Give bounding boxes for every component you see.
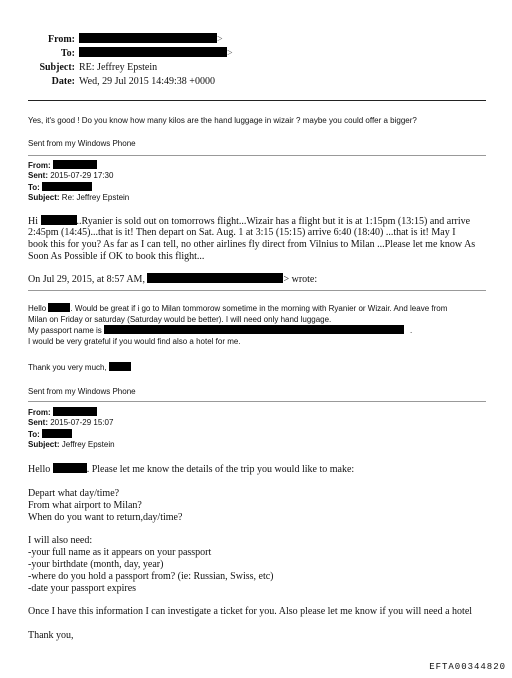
msg4-sent-value: 2015-07-29 15:07: [50, 418, 114, 427]
msg3-line1-text: . Would be great if i go to Milan tommorow sometime in the morning with Ryanier or Wizair. And leave from: [70, 304, 448, 313]
msg4-to: [28, 429, 72, 439]
msg2-line2: 2:45pm (14:45)...that is it! Then depart on Sat. Aug. 1 at 3:15 (15:15) arrive 6:40 (18:40) ...that is it! May I: [28, 227, 456, 238]
msg3-greeting: Hello: [28, 304, 47, 313]
redaction-block: [48, 303, 70, 312]
to-label: To:: [60, 48, 75, 59]
msg2-subject: [28, 193, 129, 202]
msg2-to: [28, 182, 92, 192]
msg3-thanks-text: Thank you very much,: [28, 363, 107, 372]
redaction-block: [42, 182, 92, 191]
msg2-line1: [28, 215, 470, 228]
msg2-from: [28, 160, 97, 170]
msg4-from-label: From:: [28, 408, 51, 417]
msg2-sent-value: 2015-07-29 17:30: [50, 171, 114, 180]
redaction-block: [53, 160, 97, 169]
msg4-question-1: Depart what day/time?: [28, 488, 120, 499]
msg4-question-3: When do you want to return,day/time?: [28, 512, 183, 523]
to-value: [79, 47, 233, 59]
msg4-from: [28, 407, 97, 417]
msg4-subject: [28, 440, 115, 449]
msg4-subject-value: Jeffrey Epstein: [61, 440, 115, 449]
msg3-line3-tail: .: [410, 326, 413, 335]
msg3-line2: Milan on Friday or saturday (Saturday would be better). I will need only hand luggage.: [28, 315, 332, 324]
msg2-from-label: From:: [28, 161, 51, 170]
msg4-subject-label: Subject:: [28, 440, 60, 449]
msg2-line4: Soon As Possible if OK to book this flight...: [28, 251, 205, 262]
redaction-block: [109, 362, 131, 371]
section-divider: [28, 290, 486, 291]
from-label: From:: [47, 34, 75, 45]
reply-body: Yes, it's good ! Do you know how many kilos are the hand luggage in wizair ? maybe you could offer a bigger?: [28, 116, 417, 125]
reply-signature: Sent from my Windows Phone: [28, 139, 136, 148]
msg2-line3: book this for you? As far as I can tell, no other airlines fly direct from Vilnius to Milan ...Please let me know As: [28, 239, 476, 250]
msg4-greeting: Hello: [28, 464, 51, 475]
msg4-line1-text: . Please let me know the details of the trip you would like to make:: [86, 464, 355, 475]
msg4-sent-label: Sent:: [28, 418, 48, 427]
msg2-to-label: To:: [28, 183, 40, 192]
msg4-need-4: -date your passport expires: [28, 583, 137, 594]
quote-attribution: [28, 273, 317, 286]
msg2-sent: [28, 171, 113, 180]
document-id: EFTA00344820: [429, 662, 506, 672]
header-divider: [28, 100, 486, 101]
msg3-thanks: [28, 362, 131, 374]
msg3-line1: [28, 303, 447, 315]
msg2-line1-text: ..Ryanier is sold out on tomorrows flight...Wizair has a flight but it is at 1:15pm (13:15) and arrive: [76, 216, 471, 227]
msg3-line3-text: My passport name is: [28, 326, 102, 335]
msg4-line1: [28, 463, 354, 476]
redaction-block: [104, 325, 404, 334]
section-divider: [28, 155, 486, 156]
msg4-sent: [28, 418, 113, 427]
msg4-need: I will also need:: [28, 535, 93, 546]
redaction-block: [42, 429, 72, 438]
msg3-line4: I would be very grateful if you would find also a hotel for me.: [28, 337, 241, 346]
subject-value: RE: Jeffrey Epstein: [79, 62, 158, 73]
msg2-sent-label: Sent:: [28, 171, 48, 180]
msg4-closing: Once I have this information I can investigate a ticket for you. Also please let me know if you will need a hotel: [28, 606, 473, 617]
from-value: [79, 33, 223, 45]
to-tail: >: [227, 48, 233, 59]
redaction-block: [53, 407, 97, 416]
subject-label: Subject:: [39, 62, 75, 73]
date-value: Wed, 29 Jul 2015 14:49:38 +0000: [79, 76, 215, 87]
redaction-block: [147, 273, 283, 283]
redaction-block: [53, 463, 87, 473]
msg4-need-3: -where do you hold a passport from? (ie: Russian, Swiss, etc): [28, 571, 274, 582]
msg2-greeting: Hi: [28, 216, 38, 227]
quote-attribution-pre: On Jul 29, 2015, at 8:57 AM,: [28, 274, 145, 285]
from-tail: >: [217, 34, 223, 45]
msg2-subject-value: Re: Jeffrey Epstein: [61, 193, 130, 202]
msg3-signature: Sent from my Windows Phone: [28, 387, 136, 396]
quote-attribution-post: > wrote:: [283, 274, 318, 285]
msg4-need-2: -your birthdate (month, day, year): [28, 559, 164, 570]
msg2-subject-label: Subject:: [28, 193, 60, 202]
redaction-block: [79, 33, 217, 43]
msg3-line3: [28, 325, 412, 337]
redaction-block: [79, 47, 227, 57]
section-divider: [28, 401, 486, 402]
msg4-need-1: -your full name as it appears on your passport: [28, 547, 212, 558]
msg4-thanks: Thank you,: [28, 630, 74, 641]
msg4-question-2: From what airport to Milan?: [28, 500, 142, 511]
redaction-block: [41, 215, 77, 225]
date-label: Date:: [51, 76, 75, 87]
msg4-to-label: To:: [28, 430, 40, 439]
